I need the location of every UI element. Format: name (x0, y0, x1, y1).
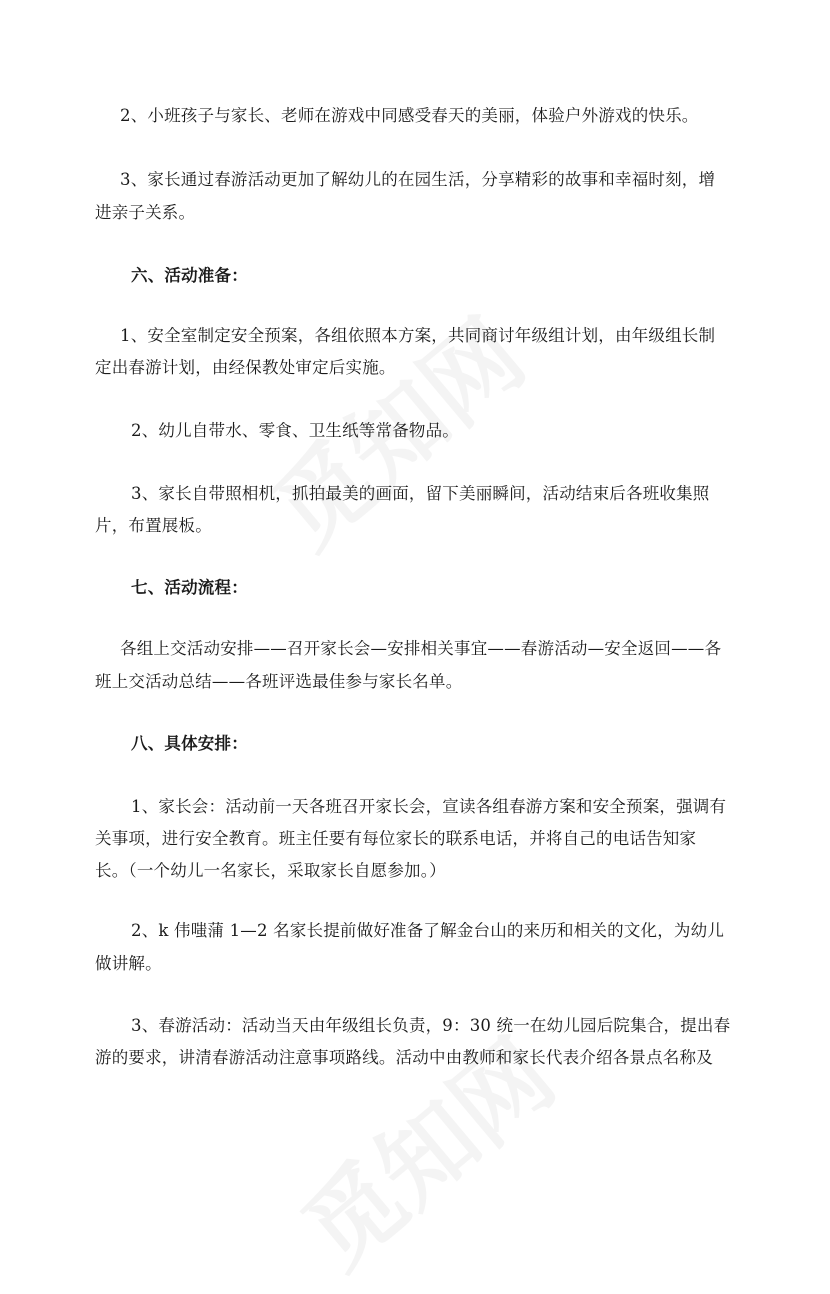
section-7-flow-cont: 班上交活动总结——各班评选最佳参与家长名单。 (95, 672, 463, 691)
section-8-item-2: 2、k 伟嗤蒲 1—2 名家长提前做好准备了解金台山的来历和相关的文化，为幼儿 (131, 921, 725, 940)
section-7-flow: 各组上交活动安排——召开家长会—安排相关事宜——春游活动—安全返回——各 (120, 639, 722, 658)
section-8-item-3: 3、春游活动：活动当天由年级组长负责，9：30 统一在幼儿园后院集合，提出春 (131, 1016, 731, 1035)
goal-3-text-cont: 进亲子关系。 (95, 203, 196, 222)
section-6-item-1-cont: 定出春游计划，由经保教处审定后实施。 (95, 358, 396, 377)
section-6-item-1: 1、安全室制定安全预案，各组依照本方案，共同商讨年级组计划，由年级组长制 (120, 326, 716, 345)
section-6-heading: 六、活动准备： (131, 266, 248, 285)
section-8-item-1-cont-2: 长。（一个幼儿一名家长，采取家长自愿参加。） (95, 861, 446, 880)
section-6-item-2: 2、幼儿自带水、零食、卫生纸等常备物品。 (131, 421, 459, 440)
section-8-item-2-cont: 做讲解。 (95, 954, 162, 973)
goal-2-text: 2、小班孩子与家长、老师在游戏中同感受春天的美丽，体验户外游戏的快乐。 (120, 106, 699, 125)
section-8-item-1: 1、家长会：活动前一天各班召开家长会，宣读各组春游方案和安全预案，强调有 (131, 797, 727, 816)
section-7-heading: 七、活动流程： (131, 578, 248, 597)
watermark (270, 1003, 579, 1293)
section-8-item-3-cont: 游的要求，讲清春游活动注意事项路线。活动中由教师和家长代表介绍各景点名称及 (95, 1048, 713, 1067)
goal-3-text: 3、家长通过春游活动更加了解幼儿的在园生活，分享精彩的故事和幸福时刻，增 (120, 170, 716, 189)
section-8-heading: 八、具体安排： (131, 734, 248, 753)
section-6-item-3: 3、家长自带照相机，抓拍最美的画面，留下美丽瞬间，活动结束后各班收集照 (131, 484, 710, 503)
section-6-item-3-cont: 片，布置展板。 (95, 516, 212, 535)
section-8-item-1-cont: 关事项，进行安全教育。班主任要有每位家长的联系电话，并将自己的电话告知家 (95, 829, 697, 848)
